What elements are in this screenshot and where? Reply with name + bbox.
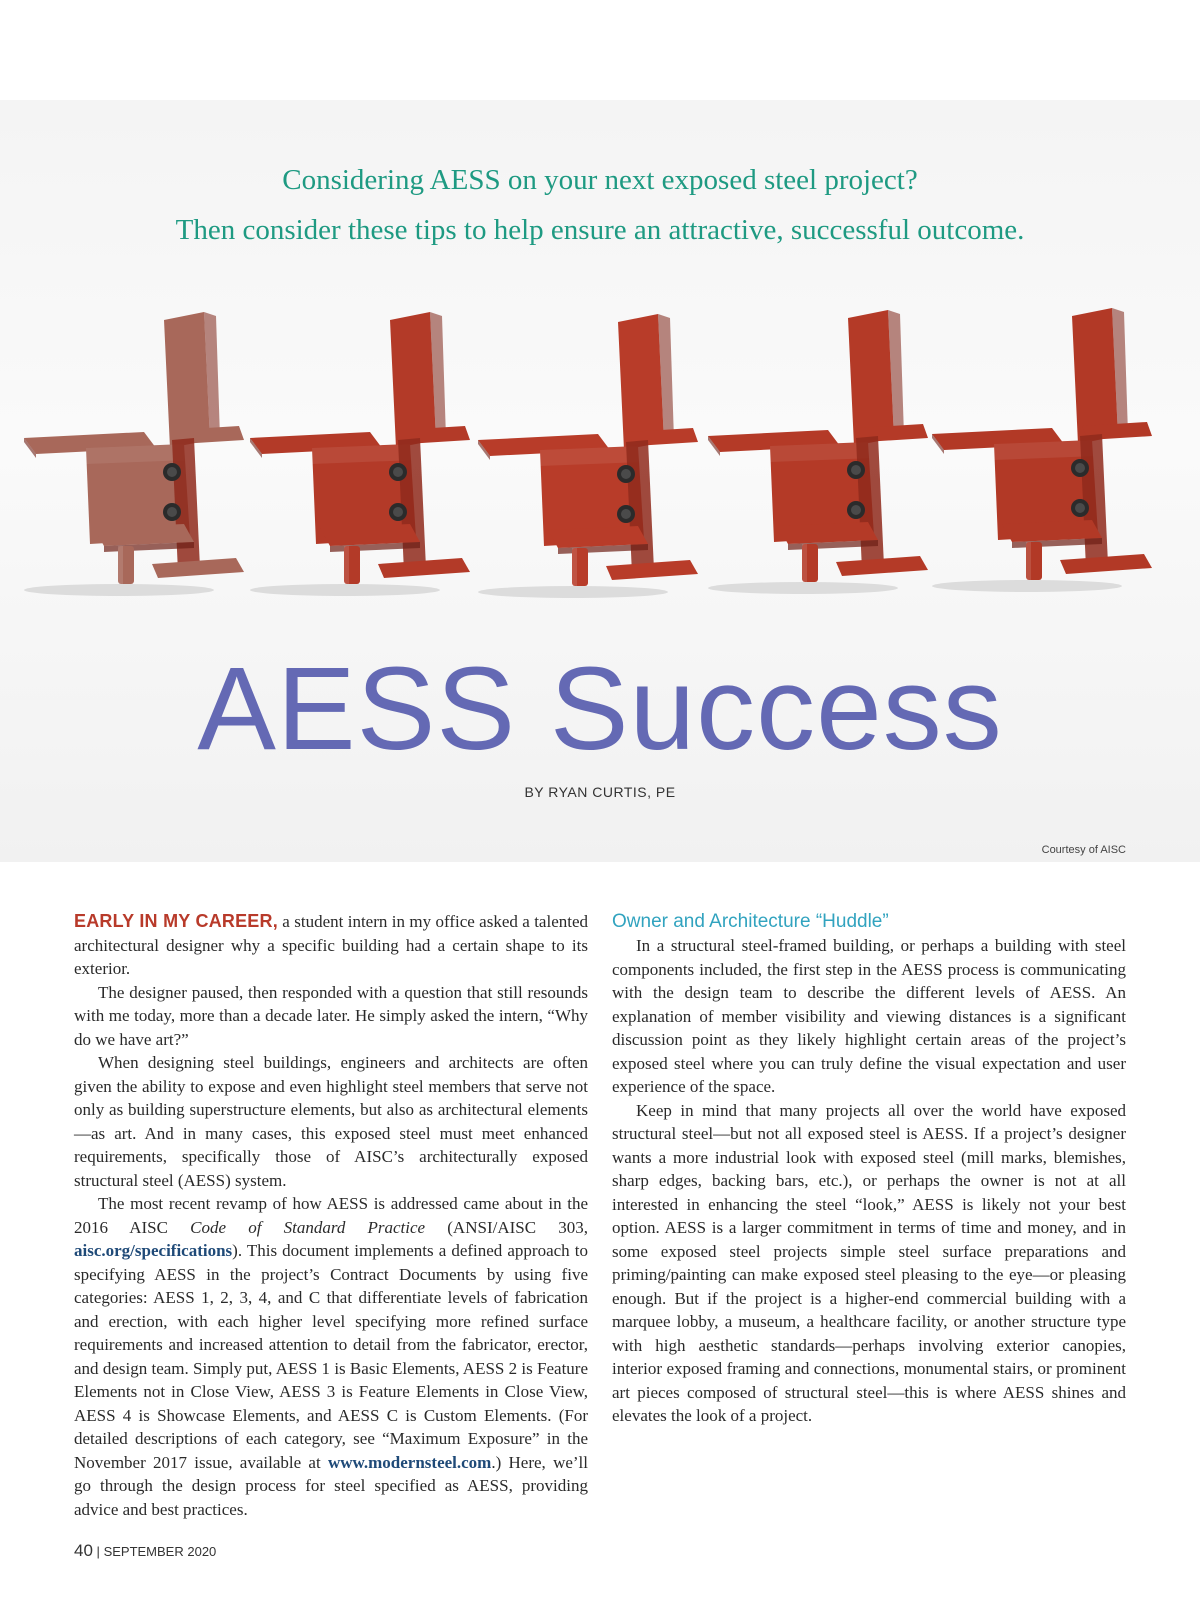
paragraph-4-text-d: .) Here, we’ll go through the design process for steel specified as AESS, providing advice and best practices. (74, 1452, 589, 1519)
deck-line-2: Then consider these tips to help ensure an attractive, successful outcome. (175, 214, 1025, 246)
hero-photo (0, 100, 1200, 862)
lead-in: EARLY IN MY CAREER, (74, 911, 278, 931)
deck-line-1: Considering AESS on your next exposed steel project? (282, 164, 918, 196)
modernsteel-link[interactable]: www.modernsteel.com (327, 1452, 492, 1472)
paragraph-1-text: a student intern in my office asked a talented architectural designer why a specific building had a certain shape to its exterior. (74, 912, 589, 978)
sample-1 (24, 312, 244, 596)
sample-2 (250, 312, 470, 596)
page-footer (74, 1541, 216, 1561)
paragraph-1 (74, 910, 588, 981)
paragraph-2: The designer paused, then responded with a question that still resounds with me today, more than a decade later. He simply asked the intern, “Why do we have art?” (74, 982, 588, 1049)
left-column (74, 910, 588, 1521)
code-title: Code of Standard Practice (190, 1217, 426, 1237)
paragraph-3: When designing steel buildings, engineers and architects are often given the ability to expose and even highlight steel members that serve not only as building superstructure elements, but also as architectural elements—as art. And in many cases, this exposed steel must meet enhanced requirements, specifically those of AISC’s architecturally exposed structural steel (AESS) system. (74, 1053, 588, 1190)
footer-separator: | (96, 1544, 100, 1559)
sample-3 (478, 314, 698, 598)
page-number: 40 (74, 1541, 93, 1560)
sample-5 (932, 308, 1152, 592)
right-paragraph-2: Keep in mind that many projects all over the world have exposed structural steel—but not all exposed steel is AESS. If a project’s designer wants a more industrial look with exposed steel (mill marks, blemishes, sharp edges, backing bars, etc.), or perhaps the owner is not at all interested in enhancing the steel “look,” AESS is likely not your best option. AESS is a larger commitment in terms of time and money, and in some exposed steel projects simple steel surface preparations and priming/painting can make exposed steel pleasing to the eye—or pleasing enough. But if the project is a higher-end commercial building with a marquee lobby, a museum, a healthcare facility, or another structure type with high aesthetic standards—perhaps involving exterior canopies, interior exposed framing and connections, monumental stairs, or prominent art pieces composed of structural steel—this is where AESS shines and elevates the look of a project. (612, 1100, 1126, 1425)
issue-date: SEPTEMBER 2020 (103, 1544, 217, 1559)
photo-credit: Courtesy of AISC (1041, 844, 1126, 856)
aisc-link[interactable]: aisc.org/specifications (74, 1241, 233, 1260)
right-column (612, 910, 1126, 1428)
right-paragraph-1: In a structural steel-framed building, or perhaps a building with steel components included, the first step in the AESS process is communicating with the design team to describe the different levels of AESS. An explanation of member visibility and viewing distances is a significant discussion point as they likely highlight certain areas of the project’s exposed steel where you can truly define the visual expectation and user experience of the space. (612, 936, 1126, 1096)
article-title: AESS Success (197, 643, 1003, 775)
sample-4 (708, 310, 928, 594)
section-subhead: Owner and Architecture “Huddle” (612, 911, 889, 932)
steel-samples-illustration (0, 300, 1200, 600)
paragraph-4 (74, 1192, 588, 1521)
paragraph-4-text-a: The most recent revamp of how AESS is addressed came about in the 2016 AISC (74, 1194, 588, 1237)
byline: BY RYAN CURTIS, PE (524, 784, 676, 800)
paragraph-4-text-b: (ANSI/AISC 303, (425, 1217, 588, 1237)
paragraph-4-text-c: ). This document implements a defined approach to specifying AESS in the project’s Contract Documents by using five categories: AESS 1, 2, 3, 4, and C that differentiate levels of fabrication and erection, with each higher level specifying more refined surface requirements and increased attention to detail from the fabricator, erector, and design team. Simply put, AESS 1 is Basic Elements, AESS 2 is Feature Elements not in Close View, AESS 3 is Feature Elements in Close View, AESS 4 is Showcase Elements, and AESS C is Custom Elements. (For detailed descriptions of each category, see “Maximum Exposure” in the November 2017 issue, available at (74, 1241, 588, 1472)
